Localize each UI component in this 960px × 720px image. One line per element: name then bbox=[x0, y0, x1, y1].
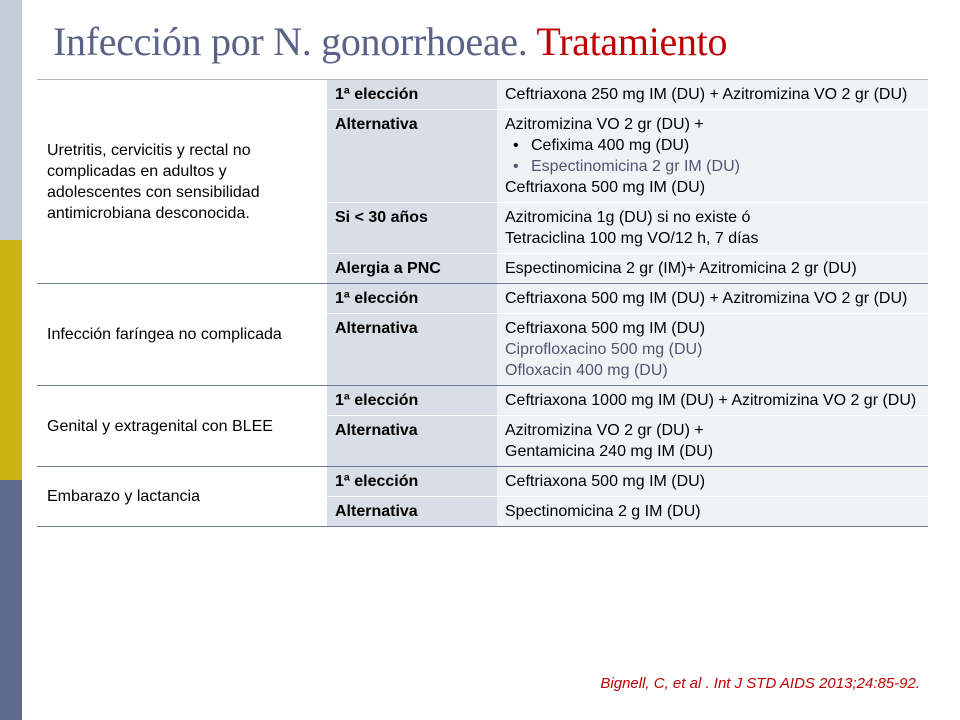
regimen-line: Ceftriaxona 500 mg IM (DU) bbox=[505, 179, 706, 196]
list-item bbox=[505, 135, 920, 156]
option-cell: Si < 30 años bbox=[327, 203, 497, 254]
regimen-cell bbox=[497, 467, 928, 497]
regimen-line: Ciprofloxacino 500 mg (DU) bbox=[505, 341, 703, 358]
decorative-bar-middle bbox=[0, 240, 22, 480]
table-row bbox=[37, 386, 928, 416]
option-cell: 1ª elección bbox=[327, 467, 497, 497]
option-cell: 1ª elección bbox=[327, 284, 497, 314]
regimen-line: Azitromizina VO 2 gr (DU) + bbox=[505, 116, 704, 133]
regimen-line: Spectinomicina 2 g IM (DU) bbox=[505, 503, 701, 520]
regimen-line: Azitromizina VO 2 gr (DU) + bbox=[505, 422, 704, 439]
regimen-cell bbox=[497, 386, 928, 416]
slide-title bbox=[53, 19, 728, 64]
regimen-line: Ceftriaxona 500 mg IM (DU) bbox=[505, 473, 706, 490]
regimen-line: Ceftriaxona 500 mg IM (DU) + Azitromizina VO 2 gr (DU) bbox=[505, 290, 908, 307]
slide-title-main: Infección por N. gonorrhoeae. bbox=[53, 19, 528, 64]
decorative-bar-bottom bbox=[0, 480, 22, 720]
bullet-icon: • bbox=[513, 137, 519, 154]
regimen-cell bbox=[497, 416, 928, 467]
condition-cell: Embarazo y lactancia bbox=[37, 467, 327, 527]
regimen-line: Espectinomicina 2 gr (IM)+ Azitromicina 2 gr (DU) bbox=[505, 260, 857, 277]
condition-cell: Genital y extragenital con BLEE bbox=[37, 386, 327, 467]
regimen-line: Ceftriaxona 500 mg IM (DU) bbox=[505, 320, 706, 337]
regimen-cell bbox=[497, 284, 928, 314]
treatment-table bbox=[37, 80, 928, 527]
table-row bbox=[37, 467, 928, 497]
option-cell: Alergia a PNC bbox=[327, 254, 497, 284]
regimen-line: Ceftriaxona 1000 mg IM (DU) + Azitromizina VO 2 gr (DU) bbox=[505, 392, 917, 409]
option-cell: Alternativa bbox=[327, 314, 497, 386]
regimen-line: Ofloxacin 400 mg (DU) bbox=[505, 362, 668, 379]
regimen-line: Tetraciclina 100 mg VO/12 h, 7 días bbox=[505, 230, 759, 247]
regimen-line: Azitromicina 1g (DU) si no existe ó bbox=[505, 209, 751, 226]
regimen-cell bbox=[497, 497, 928, 527]
condition-cell: Infección faríngea no complicada bbox=[37, 284, 327, 386]
slide-title-accent: Tratamiento bbox=[536, 19, 728, 64]
table-row bbox=[37, 80, 928, 110]
condition-cell: Uretritis, cervicitis y rectal no complicadas en adultos y adolescentes con sensibilidad antimicrobiana desconocida. bbox=[37, 80, 327, 284]
decorative-bar-top bbox=[0, 0, 22, 240]
regimen-cell bbox=[497, 80, 928, 110]
bullet-icon: • bbox=[513, 158, 519, 175]
regimen-cell bbox=[497, 314, 928, 386]
option-cell: Alternativa bbox=[327, 110, 497, 203]
option-cell: 1ª elección bbox=[327, 80, 497, 110]
bullet-text: Cefixima 400 mg (DU) bbox=[531, 137, 690, 154]
option-cell: Alternativa bbox=[327, 416, 497, 467]
bullet-text: Espectinomicina 2 gr IM (DU) bbox=[531, 158, 740, 175]
table-row bbox=[37, 284, 928, 314]
option-cell: 1ª elección bbox=[327, 386, 497, 416]
regimen-cell bbox=[497, 110, 928, 203]
regimen-line: Ceftriaxona 250 mg IM (DU) + Azitromizina VO 2 gr (DU) bbox=[505, 86, 908, 103]
citation: Bignell, C, et al . Int J STD AIDS 2013;24:85-92. bbox=[600, 675, 920, 692]
regimen-cell bbox=[497, 254, 928, 284]
regimen-line: Gentamicina 240 mg IM (DU) bbox=[505, 443, 714, 460]
regimen-cell bbox=[497, 203, 928, 254]
list-item bbox=[505, 156, 920, 177]
option-cell: Alternativa bbox=[327, 497, 497, 527]
